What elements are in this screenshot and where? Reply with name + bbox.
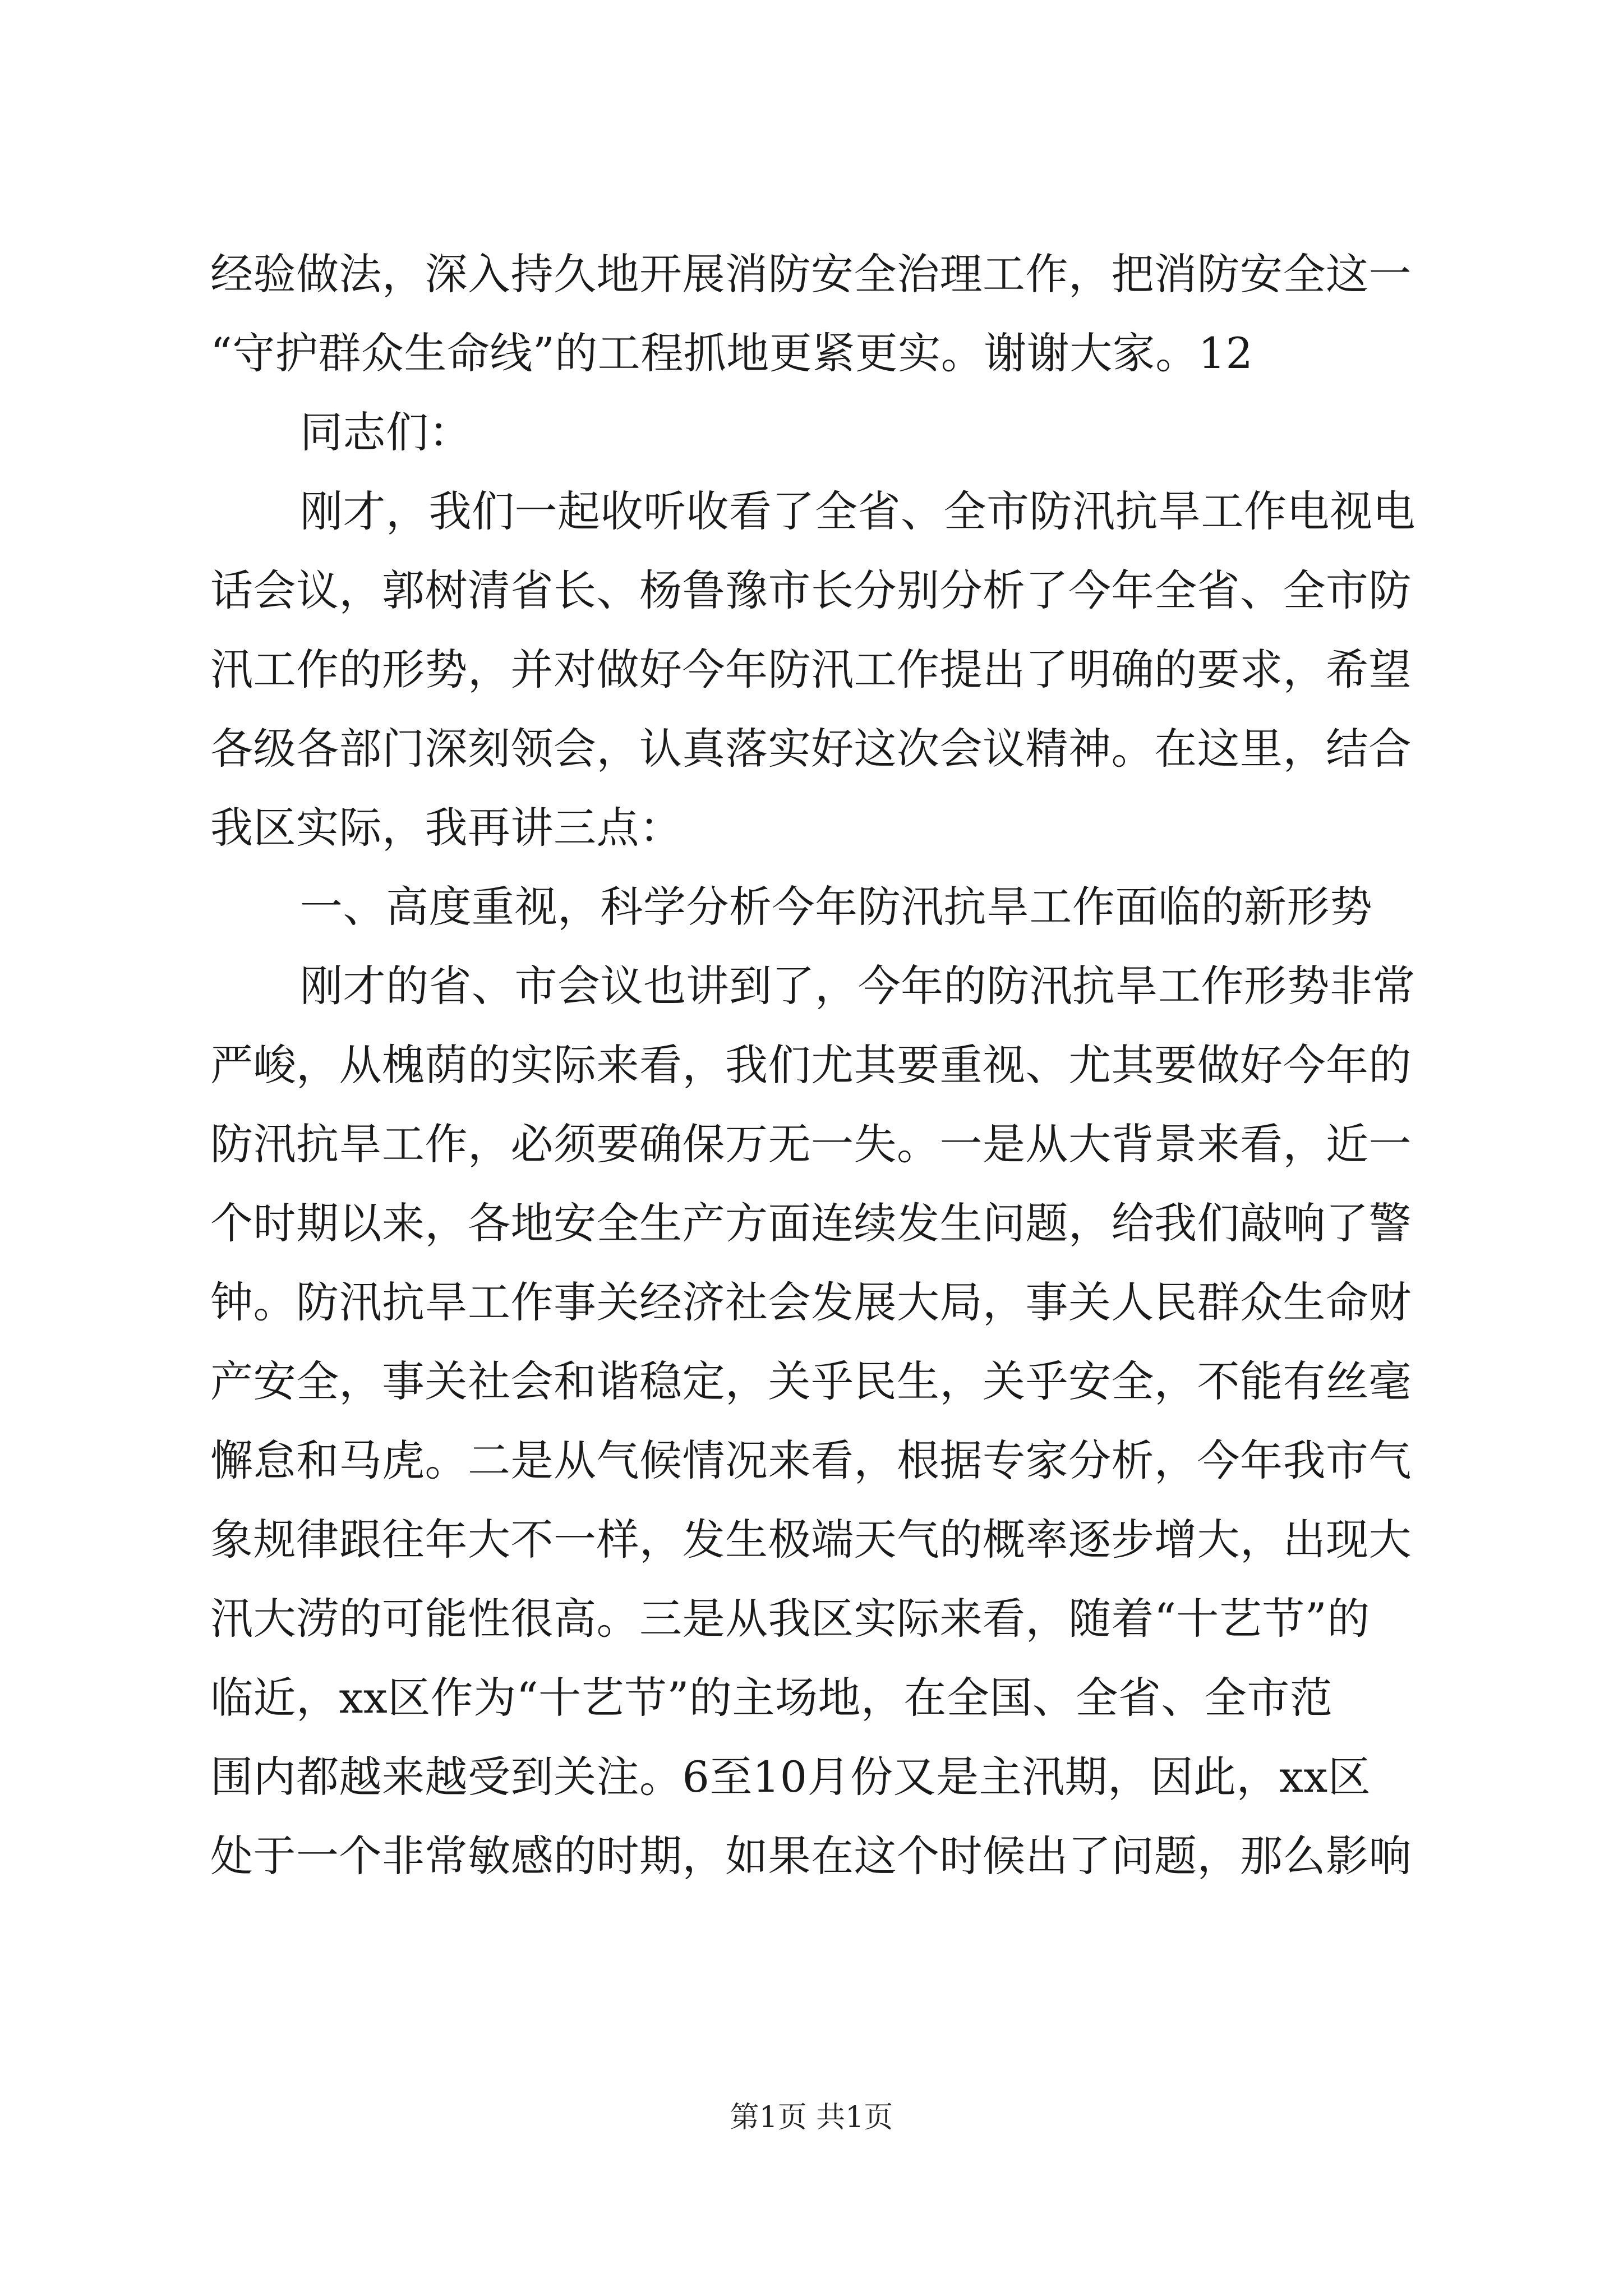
- text-line: 我区实际，我再讲三点：: [210, 803, 683, 853]
- page-number-footer: 第1页 共1页: [730, 2101, 893, 2134]
- text-line: 刚才的省、市会议也讲到了，今年的防汛抗旱工作形势非常: [300, 961, 1415, 1011]
- section-heading: 一、高度重视，科学分析今年防汛抗旱工作面临的新形势: [300, 882, 1373, 932]
- text-line: 钟。防汛抗旱工作事关经济社会发展大局，事关人民群众生命财: [210, 1277, 1412, 1327]
- text-line: 围内都越来越受到关注。6至10月份又是主汛期，因此，xx区: [210, 1752, 1371, 1802]
- text-line: 各级各部门深刻领会，认真落实好这次会议精神。在这里，结合: [210, 724, 1412, 774]
- text-line: 话会议，郭树清省长、杨鲁豫市长分别分析了今年全省、全市防: [210, 565, 1412, 615]
- text-line: 处于一个非常敏感的时期，如果在这个时候出了问题，那么影响: [210, 1831, 1412, 1881]
- text-line: 汛工作的形势，并对做好今年防汛工作提出了明确的要求，希望: [210, 645, 1412, 694]
- text-line: 个时期以来，各地安全生产方面连续发生问题，给我们敲响了警: [210, 1198, 1412, 1248]
- text-line: 防汛抗旱工作，必须要确保万无一失。一是从大背景来看，近一: [210, 1119, 1412, 1169]
- text-line: 汛大涝的可能性很高。三是从我区实际来看，随着“十艺节”的: [210, 1594, 1370, 1644]
- text-line: 象规律跟往年大不一样，发生极端天气的概率逐步增大，出现大: [210, 1515, 1412, 1565]
- text-line: 临近，xx区作为“十艺节”的主场地，在全国、全省、全市范: [210, 1673, 1333, 1723]
- text-line: 懈怠和马虎。二是从气候情况来看，根据专家分析，今年我市气: [210, 1435, 1412, 1485]
- document-body: [210, 234, 1419, 1895]
- salutation: 同志们：: [300, 407, 472, 457]
- text-line: 严峻，从槐荫的实际来看，我们尤其要重视、尤其要做好今年的: [210, 1040, 1412, 1090]
- text-line: “守护群众生命线”的工程抓地更紧更实。谢谢大家。12: [210, 328, 1253, 378]
- text-line: 经验做法，深入持久地开展消防安全治理工作，把消防安全这一: [210, 249, 1412, 299]
- text-line: 刚才，我们一起收听收看了全省、全市防汛抗旱工作电视电: [300, 486, 1415, 536]
- text-line: 产安全，事关社会和谐稳定，关乎民生，关乎安全，不能有丝毫: [210, 1356, 1412, 1406]
